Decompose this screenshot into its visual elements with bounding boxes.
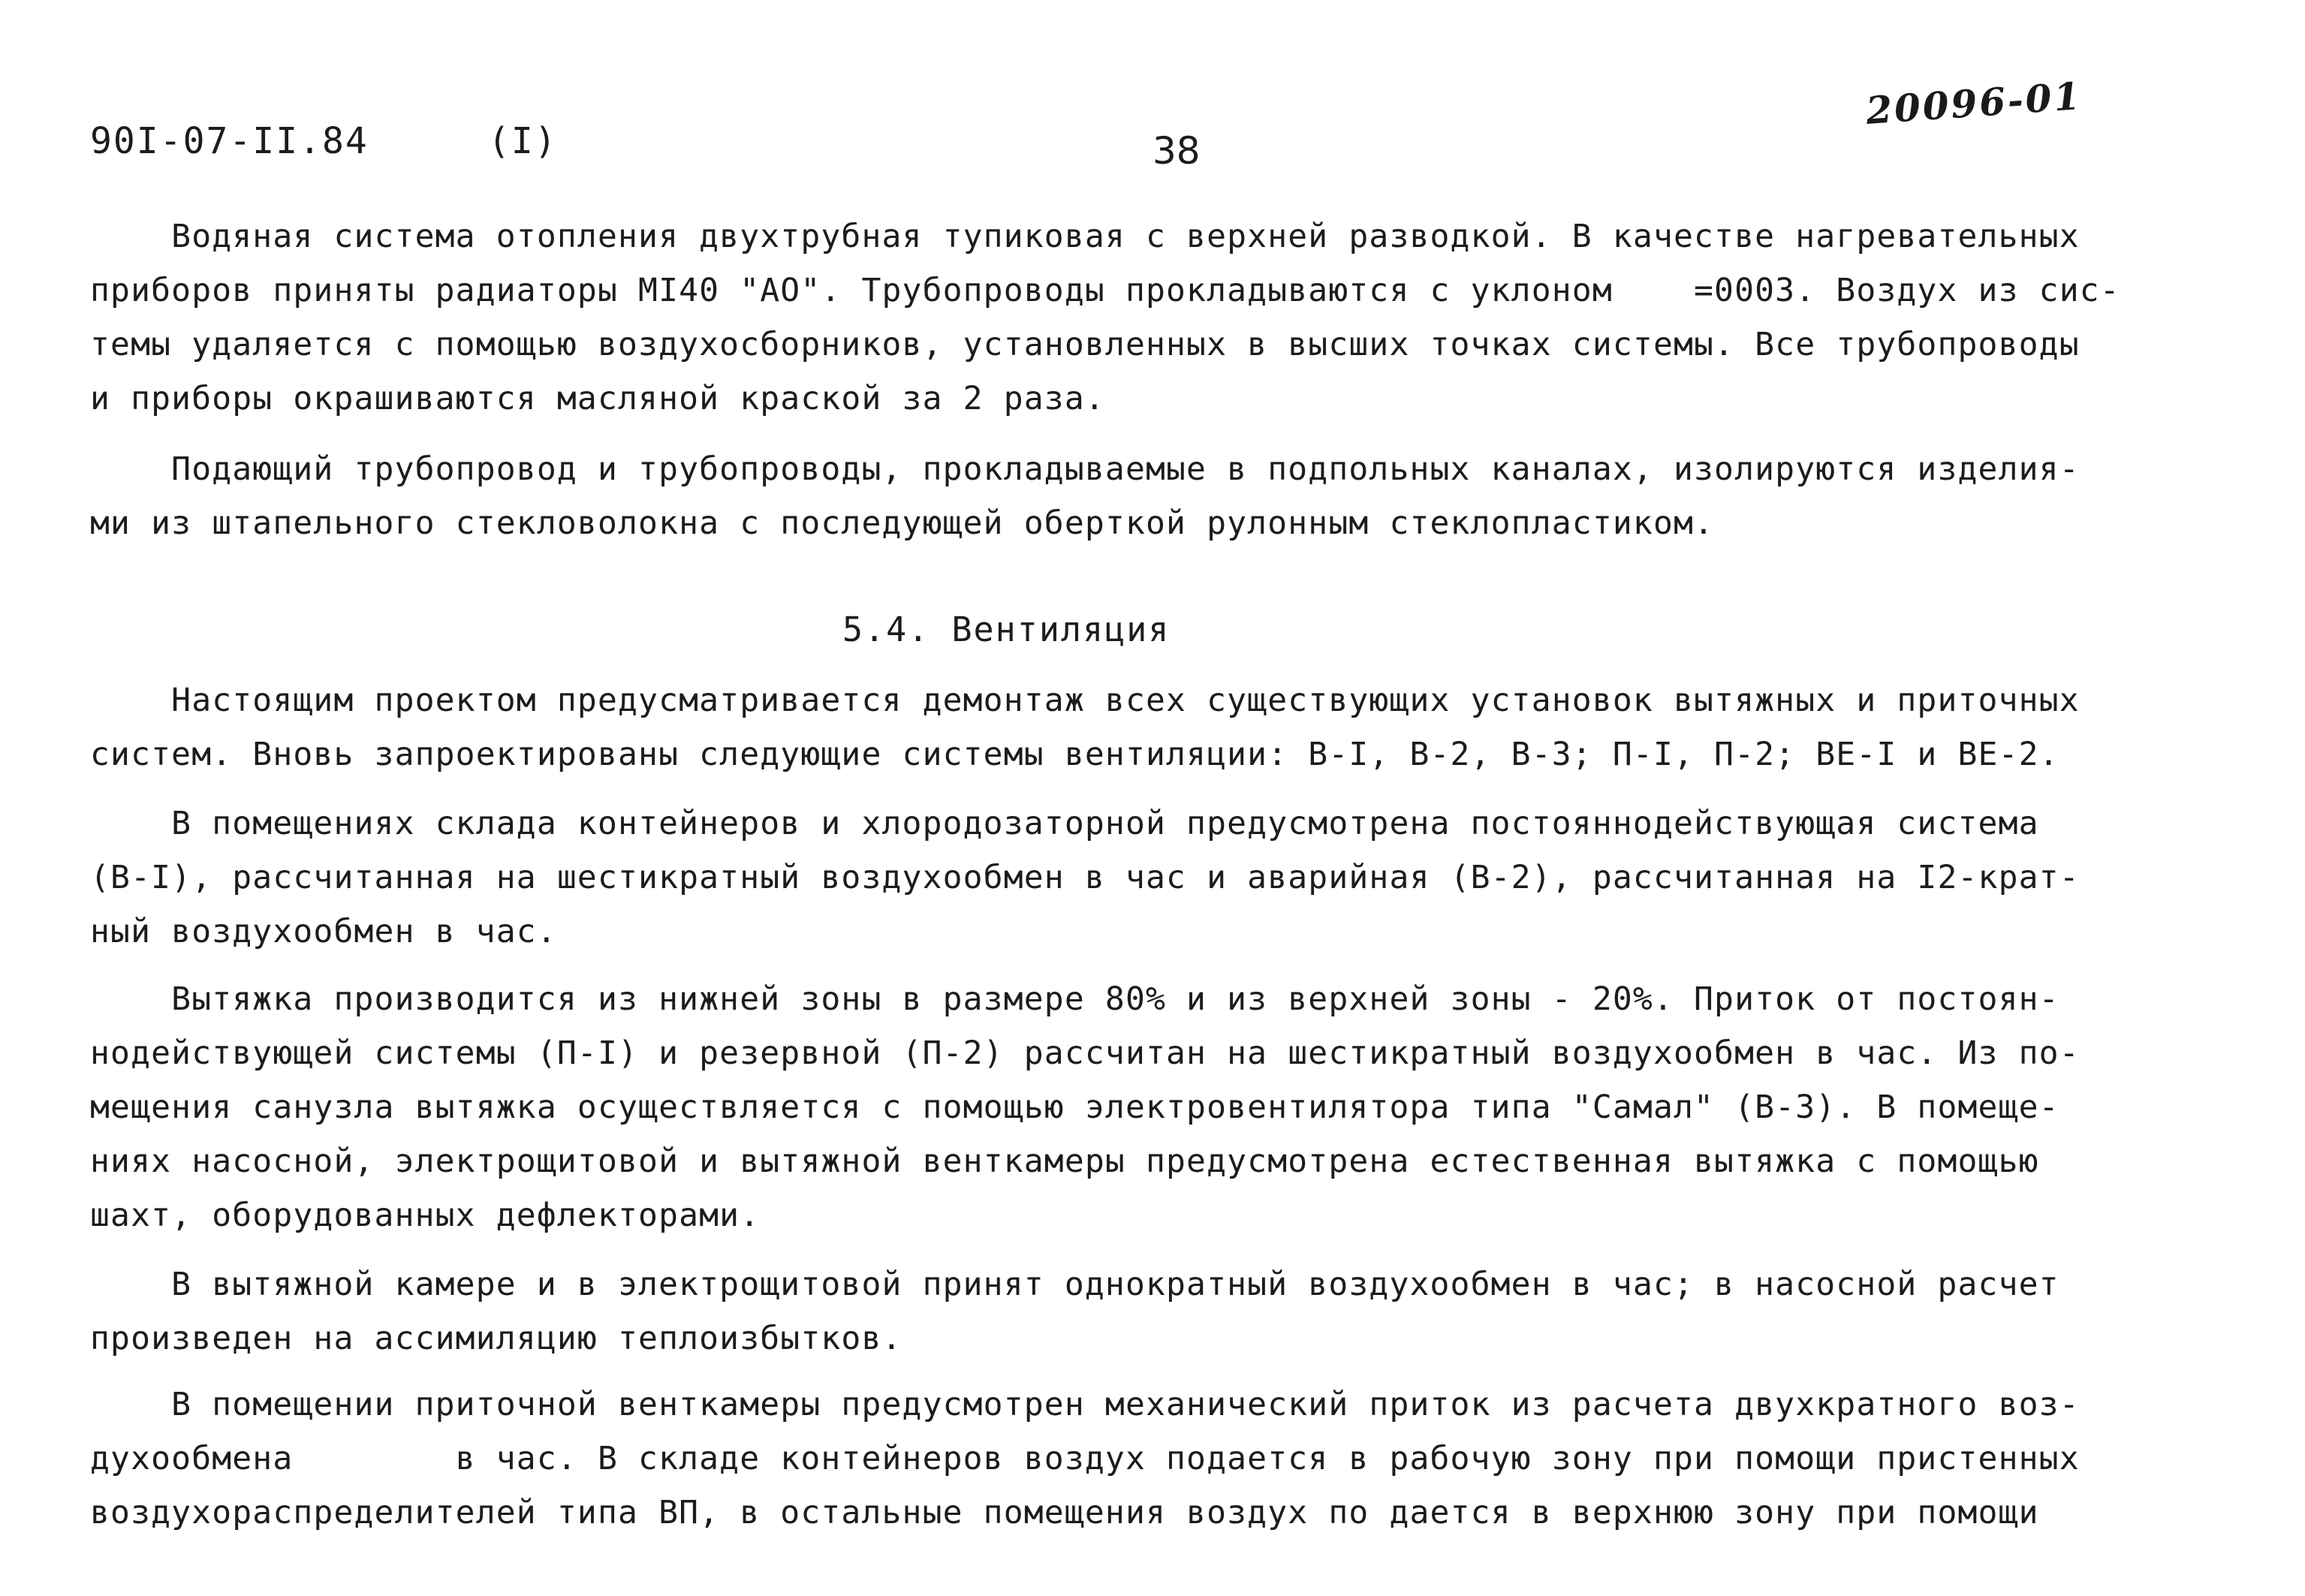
text-line: Вытяжка производится из нижней зоны в размере 80% и из верхней зоны - 20%. Приток от постоян- xyxy=(90,980,2059,1018)
document-part: (I) xyxy=(488,120,558,162)
text-line: и приборы окрашиваются масляной краской за 2 раза. xyxy=(90,380,1105,417)
document-code: 90I-07-II.84 xyxy=(90,120,369,162)
text-line: систем. Вновь запроектированы следующие системы вентиляции: В-I, В-2, В-3; П-I, П-2; ВЕ-I и ВЕ-2. xyxy=(90,736,2059,773)
text-line: воздухораспределителей типа ВП, в остальные помещения воздух по дается в верхнюю зону при помощи xyxy=(90,1494,2039,1531)
text-line: духообмена в час. В складе контейнеров воздух подается в рабочую зону при помощи пристенных xyxy=(90,1440,2080,1477)
page-number: 38 xyxy=(1152,129,1201,173)
text-line: В вытяжной камере и в электрощитовой принят однократный воздухообмен в час; в насосной расчет xyxy=(90,1266,2059,1303)
text-line: (В-I), рассчитанная на шестикратный воздухообмен в час и аварийная (В-2), рассчитанная на I2-крат- xyxy=(90,859,2080,896)
text-line: Подающий трубопровод и трубопроводы, прокладываемые в подпольных каналах, изолируются изделия- xyxy=(90,450,2080,488)
text-line: ми из штапельного стекловолокна с последующей оберткой рулонным стеклопластиком. xyxy=(90,504,1715,542)
section-heading: 5.4. Вентиляция xyxy=(842,610,1171,649)
handwritten-stamp: 20096-01 xyxy=(1864,74,2084,133)
text-line: приборов приняты радиаторы МI40 "АО". Трубопроводы прокладываются с уклоном =0003. Воздух из сис- xyxy=(90,272,2120,309)
text-line: В помещении приточной венткамеры предусмотрен механический приток из расчета двухкратного воз- xyxy=(90,1386,2080,1423)
text-line: произведен на ассимиляцию теплоизбытков. xyxy=(90,1320,902,1357)
text-line: ный воздухообмен в час. xyxy=(90,913,557,950)
text-line: мещения санузла вытяжка осуществляется с помощью электровентилятора типа "Самал" (В-3). В помеще- xyxy=(90,1089,2059,1126)
text-line: Водяная система отопления двухтрубная тупиковая с верхней разводкой. В качестве нагревательных xyxy=(90,218,2080,255)
text-line: темы удаляется с помощью воздухосборников, установленных в высших точках системы. Все трубопроводы xyxy=(90,326,2080,363)
text-line: шахт, оборудованных дефлекторами. xyxy=(90,1197,761,1234)
text-line: ниях насосной, электрощитовой и вытяжной венткамеры предусмотрена естественная вытяжка с помощью xyxy=(90,1143,2039,1180)
text-line: Настоящим проектом предусматривается демонтаж всех существующих установок вытяжных и приточных xyxy=(90,682,2080,719)
text-line: нодействующей системы (П-I) и резервной (П-2) рассчитан на шестикратный воздухообмен в час. Из по- xyxy=(90,1034,2080,1072)
text-line: В помещениях склада контейнеров и хлородозаторной предусмотрена постояннодействующая система xyxy=(90,805,2039,842)
